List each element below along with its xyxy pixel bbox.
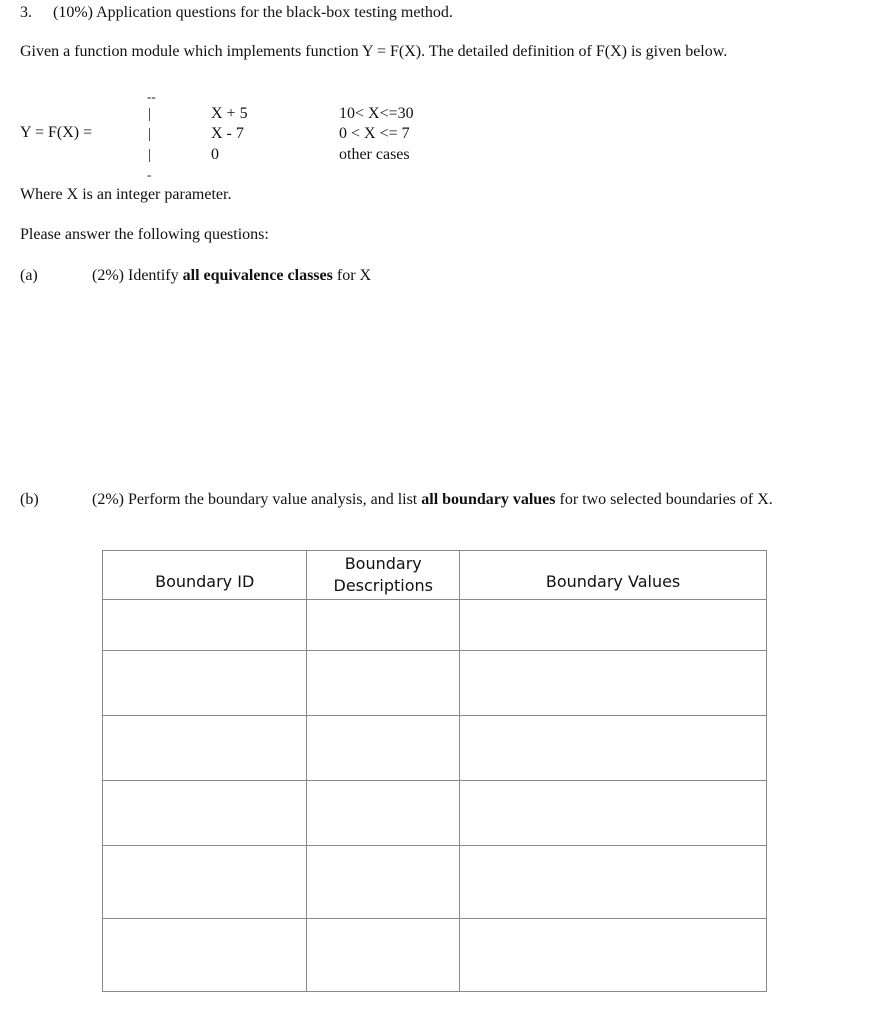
instruction-text: Please answer the following questions:	[20, 226, 269, 243]
part-a-label: (a)	[20, 267, 38, 284]
boundary-description-cell[interactable]	[307, 781, 460, 846]
case-condition: 10< X<=30	[339, 105, 414, 122]
boundary-id-cell[interactable]	[103, 600, 307, 651]
boundary-id-cell[interactable]	[103, 716, 307, 781]
part-b-post: for two selected boundaries of X.	[559, 491, 773, 508]
part-a-pct: (2%)	[92, 267, 124, 284]
brace-bar: |	[148, 106, 152, 122]
parameter-note: Where X is an integer parameter.	[20, 186, 232, 203]
table-row	[103, 846, 767, 919]
case-condition: 0 < X <= 7	[339, 125, 410, 142]
table-row	[103, 651, 767, 716]
header-boundary-id	[103, 551, 307, 600]
boundary-table	[102, 550, 767, 992]
boundary-description-cell[interactable]	[307, 846, 460, 919]
brace-top: --	[147, 89, 156, 104]
boundary-values-cell[interactable]	[460, 600, 767, 651]
part-a-post: for X	[336, 267, 372, 284]
question-heading: (10%) Application questions for the black-box testing method.	[53, 4, 453, 21]
question-intro: Given a function module which implements function Y = F(X). The detailed definition of F(X) is given below.	[20, 43, 728, 60]
part-a-emphasis: all equivalence classes	[182, 267, 333, 284]
header-boundary-id-label: Boundary ID	[155, 571, 255, 591]
brace-bottom: -	[147, 167, 152, 182]
part-b-pct: (2%)	[92, 491, 124, 508]
boundary-description-cell[interactable]	[307, 600, 460, 651]
header-desc-line2: Descriptions	[333, 576, 433, 595]
boundary-description-cell[interactable]	[307, 651, 460, 716]
boundary-values-cell[interactable]	[460, 919, 767, 992]
boundary-values-cell[interactable]	[460, 716, 767, 781]
question-number: 3.	[20, 4, 32, 21]
boundary-description-cell[interactable]	[307, 716, 460, 781]
boundary-id-cell[interactable]	[103, 846, 307, 919]
header-boundary-values	[460, 551, 767, 600]
table-row	[103, 600, 767, 651]
brace-bar: |	[148, 126, 152, 142]
case-condition: other cases	[339, 146, 410, 163]
part-b-label: (b)	[20, 491, 39, 508]
header-boundary-descriptions	[307, 551, 460, 600]
case-expression: X - 7	[211, 125, 244, 142]
function-lhs: Y = F(X) =	[20, 124, 93, 141]
part-a-pre: Identify	[127, 267, 179, 284]
boundary-description-cell[interactable]	[307, 919, 460, 992]
case-expression: X + 5	[211, 105, 248, 122]
boundary-id-cell[interactable]	[103, 919, 307, 992]
brace-bar: |	[148, 147, 152, 163]
case-expression: 0	[211, 146, 219, 163]
boundary-id-cell[interactable]	[103, 781, 307, 846]
header-desc-line1: Boundary	[344, 553, 422, 573]
header-boundary-values-label: Boundary Values	[545, 571, 681, 591]
part-b-prompt	[92, 492, 773, 508]
boundary-values-cell[interactable]	[460, 781, 767, 846]
table-header-row	[103, 551, 767, 600]
boundary-values-cell[interactable]	[460, 651, 767, 716]
table-row	[103, 716, 767, 781]
boundary-values-cell[interactable]	[460, 846, 767, 919]
part-b-pre: Perform the boundary value analysis, and list	[127, 491, 418, 508]
table-row	[103, 781, 767, 846]
part-b-emphasis: all boundary values	[421, 491, 556, 508]
table-row	[103, 919, 767, 992]
boundary-id-cell[interactable]	[103, 651, 307, 716]
part-a-prompt	[92, 268, 371, 284]
